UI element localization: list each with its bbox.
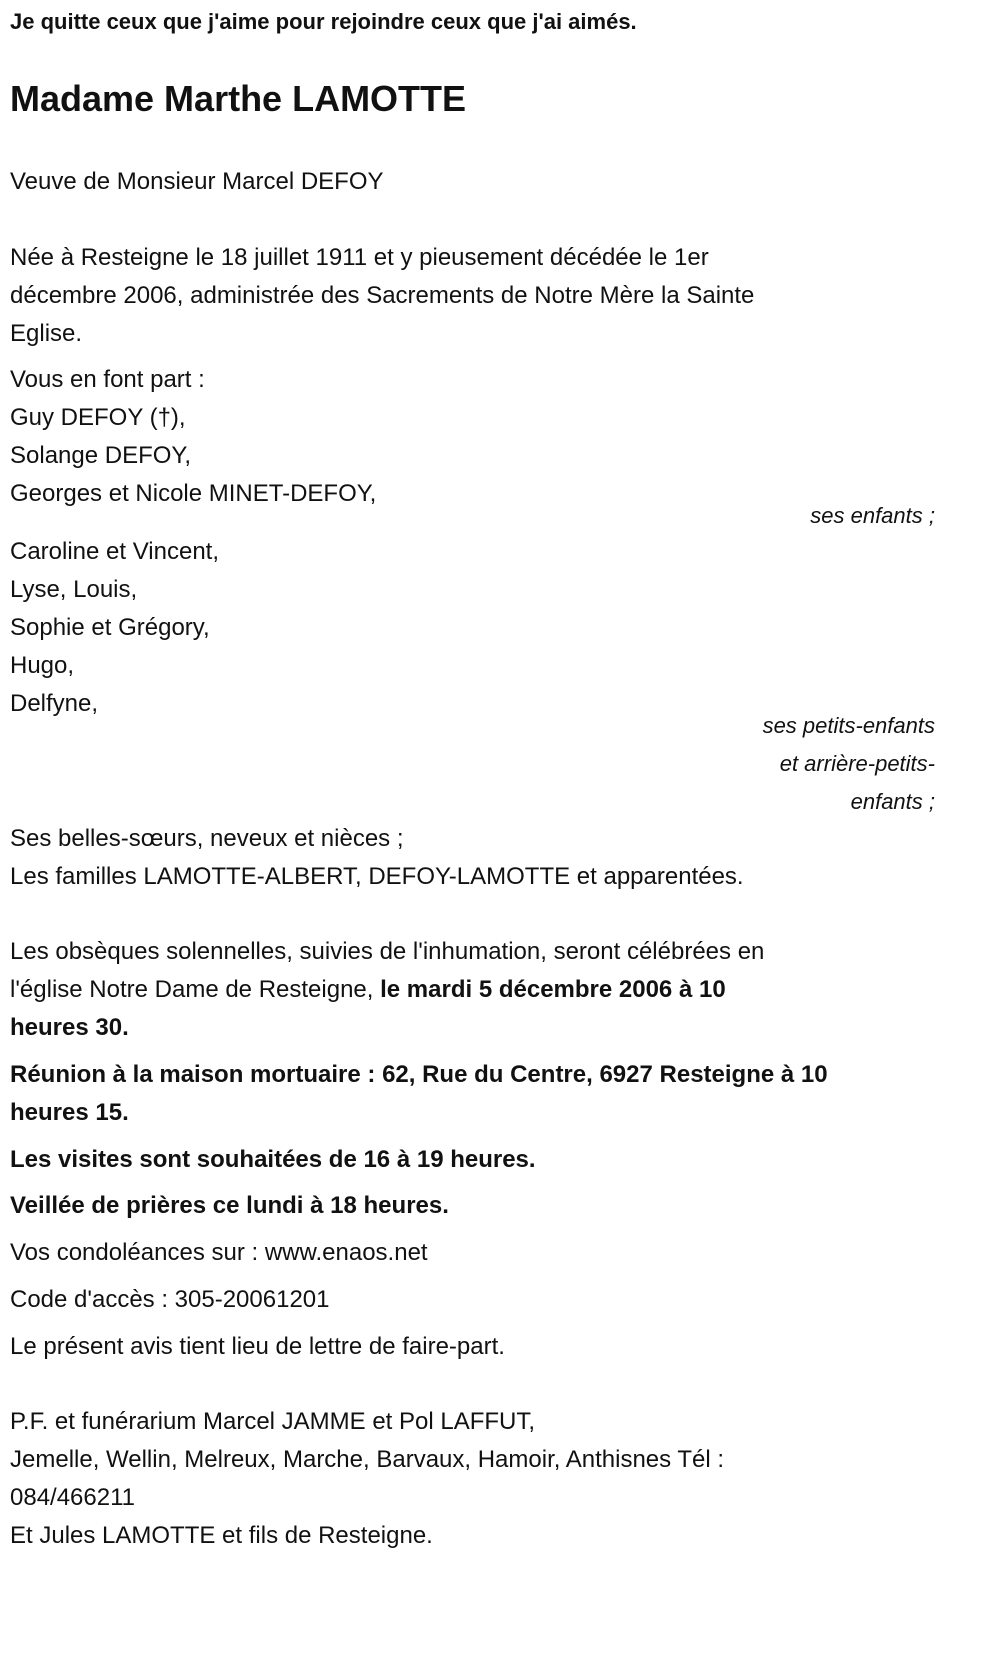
grandchild: Hugo, <box>10 652 75 679</box>
child: Guy DEFOY (†), <box>10 404 186 431</box>
family-line: Ses belles-sœurs, neveux et nièces ; <box>10 825 404 852</box>
condolences-text: Vos condoléances sur : www.enaos.net <box>10 1239 428 1266</box>
undertaker-line: Jemelle, Wellin, Melreux, Marche, Barvaux, Hamoir, Anthisnes Tél : <box>10 1446 725 1473</box>
meeting-line: heures 15. <box>10 1099 129 1126</box>
funeral-line <box>10 971 935 1009</box>
notice <box>10 1328 935 1366</box>
announce: Vous en font part : <box>10 366 205 393</box>
condolences <box>10 1234 935 1272</box>
children-section <box>10 361 935 535</box>
grandchild: Caroline et Vincent, <box>10 538 220 565</box>
funeral-place: l'église Notre Dame de Resteigne, <box>10 976 381 1003</box>
vigil-text: Veillée de prières ce lundi à 18 heures. <box>10 1192 449 1219</box>
family-section <box>10 820 935 896</box>
children-label: ses enfants ; <box>810 503 935 528</box>
funeral-date: le mardi 5 décembre 2006 à 10 <box>380 976 726 1003</box>
family-line: Les familles LAMOTTE-ALBERT, DEFOY-LAMOTTE et apparentées. <box>10 863 744 890</box>
visits-text: Les visites sont souhaitées de 16 à 19 heures. <box>10 1146 536 1173</box>
widow-line <box>10 163 935 201</box>
tagline: Je quitte ceux que j'aime pour rejoindre ceux que j'ai aimés. <box>10 9 637 34</box>
grandchildren-label: enfants ; <box>850 789 935 814</box>
notice-text: Le présent avis tient lieu de lettre de faire-part. <box>10 1333 505 1360</box>
funeral-line: Les obsèques solennelles, suivies de l'inhumation, seront célébrées en <box>10 938 765 965</box>
access-code <box>10 1281 935 1319</box>
birth-paragraph <box>10 239 935 353</box>
meeting-paragraph <box>10 1056 935 1132</box>
visits <box>10 1141 935 1179</box>
birth-line: Eglise. <box>10 320 83 347</box>
grandchildren-label: et arrière-petits- <box>779 751 935 776</box>
funeral-paragraph <box>10 933 935 1047</box>
grandchild: Sophie et Grégory, <box>10 614 210 641</box>
undertaker-line: P.F. et funérarium Marcel JAMME et Pol LAFFUT, <box>10 1408 536 1435</box>
undertaker-line: 084/466211 <box>10 1484 136 1511</box>
grandchild: Delfyne, <box>10 690 99 717</box>
undertaker-line: Et Jules LAMOTTE et fils de Resteigne. <box>10 1522 433 1549</box>
grandchildren-section <box>10 533 935 821</box>
page-title: Madame Marthe LAMOTTE <box>10 78 467 119</box>
birth-line: décembre 2006, administrée des Sacrements de Notre Mère la Sainte <box>10 282 755 309</box>
funeral-time: heures 30. <box>10 1014 129 1041</box>
child: Georges et Nicole MINET-DEFOY, <box>10 480 377 507</box>
meeting-line: Réunion à la maison mortuaire : 62, Rue du Centre, 6927 Resteigne à 10 <box>10 1061 828 1088</box>
grandchild: Lyse, Louis, <box>10 576 138 603</box>
undertaker-section <box>10 1403 935 1555</box>
birth-line: Née à Resteigne le 18 juillet 1911 et y pieusement décédée le 1er <box>10 244 709 271</box>
access-code-text: Code d'accès : 305-20061201 <box>10 1286 330 1313</box>
vigil <box>10 1187 935 1225</box>
child: Solange DEFOY, <box>10 442 191 469</box>
widow-text: Veuve de Monsieur Marcel DEFOY <box>10 168 384 195</box>
grandchildren-label: ses petits-enfants <box>762 713 935 738</box>
